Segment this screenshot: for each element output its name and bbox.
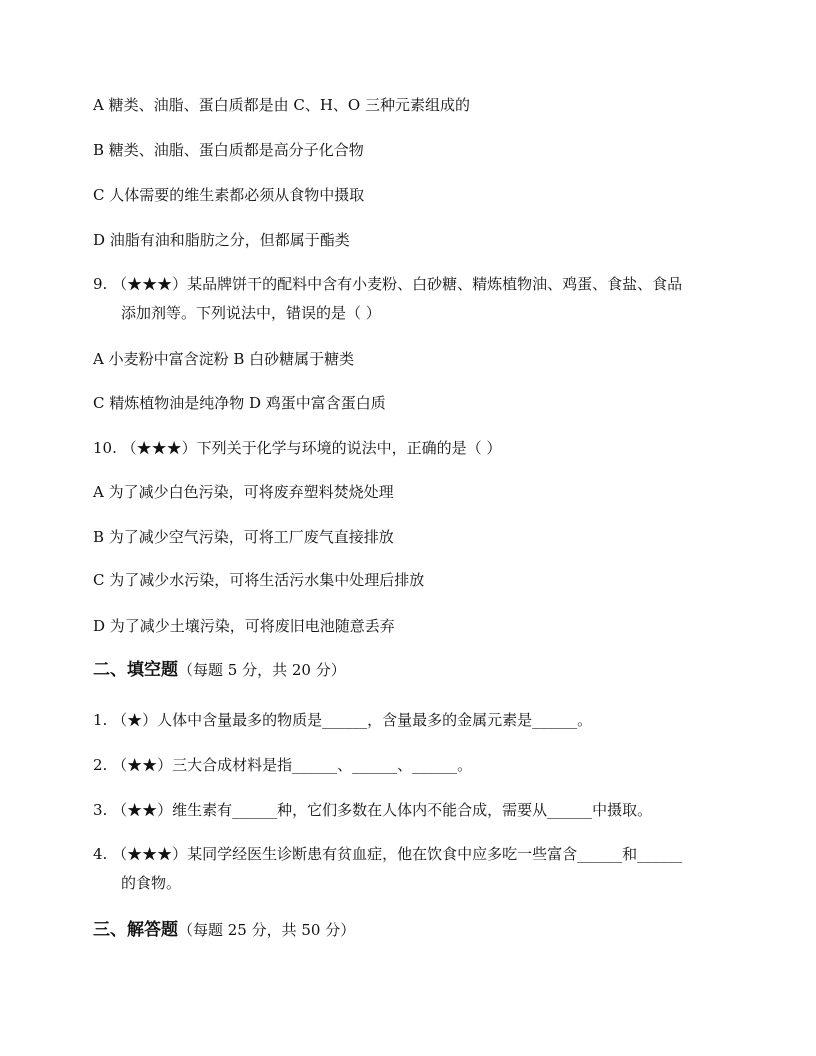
q8-option-d: D 油脂有油和脂肪之分，但都属于酯类 [93, 231, 350, 249]
q9-stem-line2: 添加剂等。下列说法中，错误的是（ ） [121, 304, 381, 322]
q8-option-c: C 人体需要的维生素都必须从食物中摄取 [93, 186, 365, 204]
fill-item-4-line1: 4. （★★★）某同学经医生诊断患有贫血症，他在饮食中应多吃一些富含______和______ [93, 845, 683, 863]
q10-stem: 10. （★★★）下列关于化学与环境的说法中，正确的是（ ） [93, 439, 502, 457]
q10-option-c: C 为了减少水污染，可将生活污水集中处理后排放 [93, 571, 425, 589]
section3-heading [93, 916, 733, 944]
section2-title: 二、填空题 [93, 660, 178, 680]
q8-option-b: B 糖类、油脂、蛋白质都是高分子化合物 [93, 141, 364, 159]
section3-title: 三、解答题 [93, 920, 178, 940]
q8-option-a: A 糖类、油脂、蛋白质都是由 C、H、O 三种元素组成的 [93, 96, 470, 114]
q10-option-a: A 为了减少白色污染，可将废弃塑料焚烧处理 [93, 483, 394, 501]
q9-options-ab: A 小麦粉中富含淀粉 B 白砂糖属于糖类 [93, 350, 355, 368]
q9-stem-line1: 9. （★★★）某品牌饼干的配料中含有小麦粉、白砂糖、精炼植物油、鸡蛋、食盐、食品 [93, 275, 683, 293]
q10-option-d: D 为了减少土壤污染，可将废旧电池随意丢弃 [93, 617, 395, 635]
fill-item-4-line2: 的食物。 [121, 874, 182, 892]
section3-note: （每题 25 分，共 50 分） [178, 921, 356, 939]
q9-options-cd: C 精炼植物油是纯净物 D 鸡蛋中富含蛋白质 [93, 394, 386, 412]
section2-heading [93, 656, 733, 684]
section2-note: （每题 5 分，共 20 分） [178, 661, 346, 679]
fill-item-3: 3. （★★）维生素有______种，它们多数在人体内不能合成，需要从______中摄取。 [93, 801, 653, 819]
fill-item-1: 1. （★）人体中含量最多的物质是______，含量最多的金属元素是______。 [93, 711, 593, 729]
fill-item-2: 2. （★★）三大合成材料是指______、______、______。 [93, 756, 473, 774]
q10-option-b: B 为了减少空气污染，可将工厂废气直接排放 [93, 528, 394, 546]
